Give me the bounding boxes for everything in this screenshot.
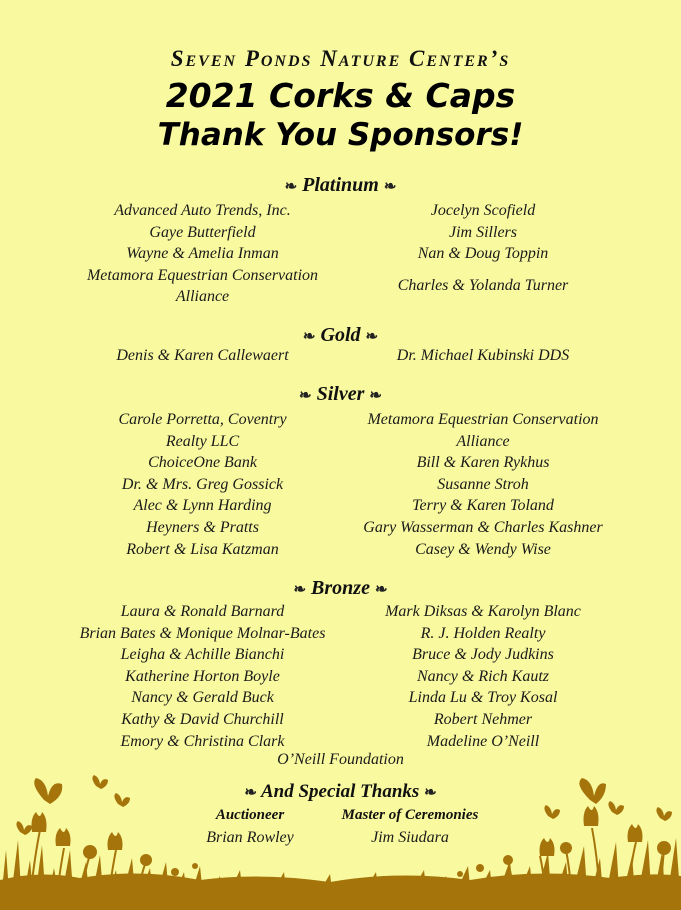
sponsor-name: Jim Sillers: [449, 223, 517, 241]
mc-role: Master of Ceremonies: [341, 807, 479, 823]
bronze-right-column: [338, 601, 628, 752]
sponsor-name: Madeline O’Neill: [426, 732, 540, 750]
sponsor-name: Alec & Lynn Harding: [133, 497, 272, 515]
gold-right-column: [348, 345, 618, 367]
sponsor-name: Nancy & Gerald Buck: [131, 689, 274, 707]
sponsor-name: Katherine Horton Boyle: [125, 667, 280, 685]
tier-label: Gold: [320, 324, 361, 346]
sponsor-name: Leigha & Achille Bianchi: [120, 646, 285, 664]
tier-label: Silver: [316, 383, 365, 405]
tier-label: And Special Thanks: [260, 781, 420, 802]
sponsor-name: Denis & Karen Callewaert: [116, 347, 289, 364]
sponsor-name: Carole Porretta, Coventry Realty LLC: [118, 411, 287, 450]
auctioneer-name: Brian Rowley: [206, 829, 294, 846]
sponsor-name: Linda Lu & Troy Kosal: [408, 689, 558, 707]
gold-left-column: [60, 345, 345, 367]
sponsor-name: Terry & Karen Toland: [412, 497, 554, 515]
sponsor-name: Metamora Equestrian Conservation Alliance: [367, 411, 599, 450]
sponsor-name: Brian Bates & Monique Molnar-Bates: [79, 624, 326, 642]
sponsor-name: Robert & Lisa Katzman: [126, 540, 279, 558]
fleuron-left-icon: ❧: [299, 388, 312, 404]
fleuron-left-icon: ❧: [284, 179, 298, 195]
fleuron-left-icon: ❧: [244, 785, 257, 801]
fleuron-right-icon: ❧: [383, 179, 397, 195]
sponsor-name: Jocelyn Scofield: [430, 202, 536, 219]
sponsor-name: Emory & Christina Clark: [120, 732, 285, 750]
sponsor-name: Nan & Doug Toppin: [417, 245, 549, 263]
tier-label: Platinum: [302, 174, 379, 196]
silver-heading: [0, 383, 681, 406]
fleuron-right-icon: ❧: [369, 388, 382, 404]
sponsor-name: ChoiceOne Bank: [148, 454, 257, 472]
auctioneer-role: Auctioneer: [215, 807, 285, 823]
sponsor-name: Heyners & Pratts: [146, 518, 259, 536]
sponsor-name: Susanne Stroh: [437, 475, 529, 493]
sponsor-name: Dr. & Mrs. Greg Gossick: [121, 475, 284, 493]
sponsor-name: Gary Wasserman & Charles Kashner: [363, 518, 603, 536]
sponsor-name: Nancy & Rich Kautz: [417, 667, 549, 685]
sponsor-name: Charles & Yolanda Turner: [397, 276, 569, 294]
sponsor-name: Kathy & David Churchill: [121, 710, 284, 728]
fleuron-left-icon: ❧: [302, 329, 316, 345]
sponsor-name: Casey & Wendy Wise: [415, 540, 551, 558]
mc-name: Jim Siudara: [371, 829, 449, 846]
org-name: Seven Ponds Nature Center’s: [170, 46, 511, 71]
sponsor-name: Gaye Butterfield: [149, 223, 256, 241]
sponsor-name: O’Neill Foundation: [277, 751, 404, 768]
silver-right-column: [338, 409, 628, 560]
fleuron-right-icon: ❧: [365, 329, 379, 345]
sponsor-name: R. J. Holden Realty: [420, 624, 546, 642]
special-thanks-heading: [0, 781, 681, 803]
bronze-left-column: [60, 601, 345, 752]
sponsor-name: Dr. Michael Kubinski DDS: [396, 347, 570, 364]
thank-you-heading: Thank You Sponsors!: [157, 117, 524, 153]
sponsor-name: Laura & Ronald Barnard: [120, 603, 285, 620]
platinum-left-column: [60, 200, 345, 308]
silver-left-column: [60, 409, 345, 560]
bronze-heading: [0, 577, 681, 600]
platinum-heading: [0, 174, 681, 197]
event-title: 2021 Corks & Caps: [165, 76, 516, 115]
platinum-right-column: [348, 200, 618, 296]
sponsor-name: Bruce & Jody Judkins: [412, 646, 554, 664]
tier-label: Bronze: [311, 577, 370, 599]
sponsor-name: Bill & Karen Rykhus: [416, 454, 550, 472]
sponsor-name: Robert Nehmer: [433, 710, 533, 728]
gold-heading: [0, 324, 681, 347]
fleuron-right-icon: ❧: [374, 582, 388, 598]
fleuron-right-icon: ❧: [424, 785, 437, 801]
fleuron-left-icon: ❧: [293, 582, 307, 598]
sponsor-name: Advanced Auto Trends, Inc.: [114, 202, 291, 219]
sponsor-name: Mark Diksas & Karolyn Blanc: [385, 603, 581, 620]
sponsor-name: Wayne & Amelia Inman: [126, 245, 279, 263]
sponsor-name: Metamora Equestrian Conservation Alliance: [86, 266, 319, 306]
